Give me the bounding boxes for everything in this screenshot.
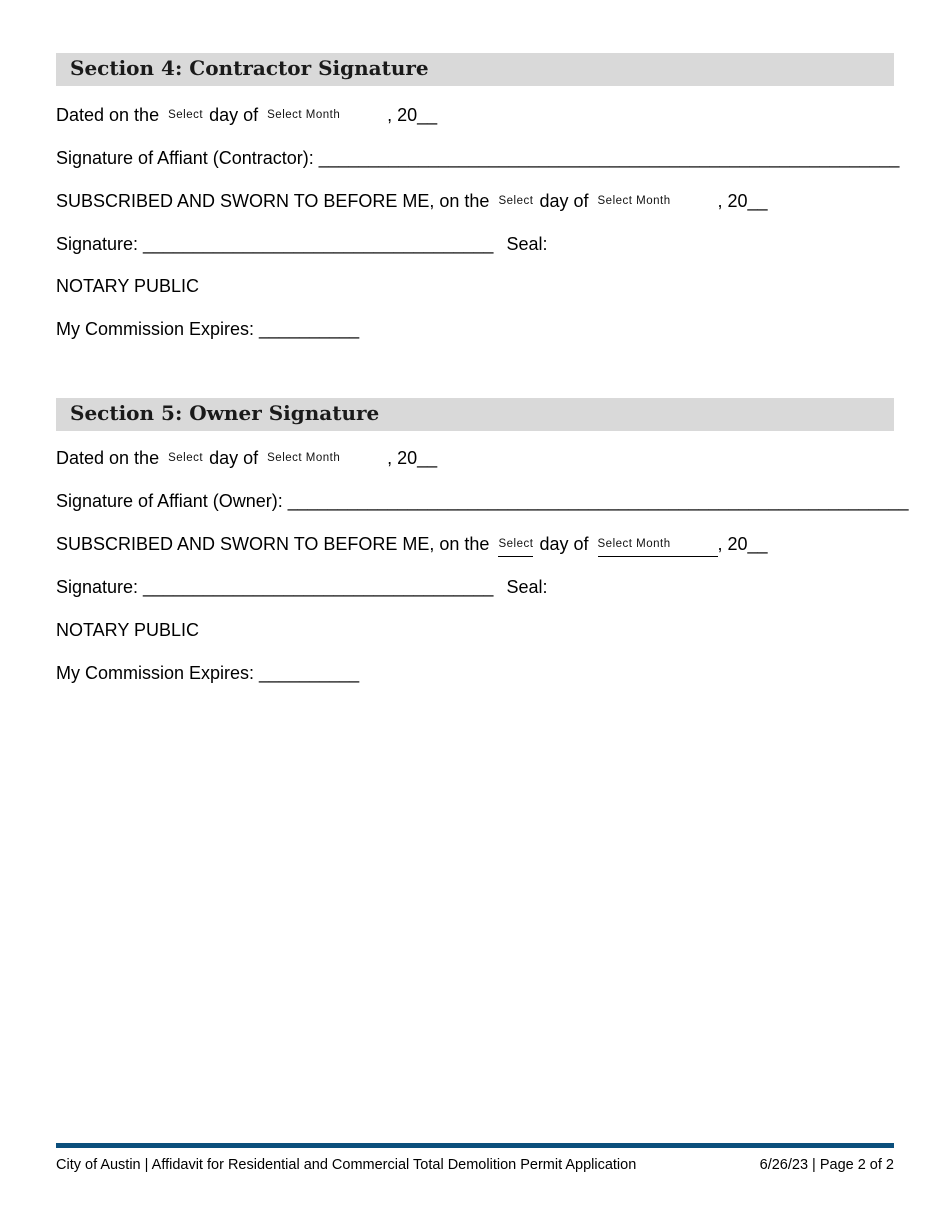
- sworn-month-select[interactable]: Select Month: [597, 195, 671, 207]
- sworn-day-select[interactable]: Select: [498, 195, 534, 207]
- month-select[interactable]: Select Month: [267, 452, 341, 464]
- sworn-prefix: SUBSCRIBED AND SWORN TO BEFORE ME, on the: [56, 191, 490, 211]
- section-5-commission-expires[interactable]: My Commission Expires: __________: [56, 663, 360, 683]
- footer-page-info: 6/26/23 | Page 2 of 2: [759, 1157, 894, 1173]
- section-5-sworn-line: [56, 533, 768, 557]
- day-of-label: day of: [209, 448, 259, 468]
- section-4-header: [56, 53, 894, 86]
- section-4-sworn-line: [56, 190, 768, 212]
- day-of-label: day of: [209, 105, 259, 125]
- day-select[interactable]: Select: [168, 109, 204, 121]
- notary-signature-field[interactable]: Signature: ___________________________________: [56, 577, 494, 597]
- section-4-commission-expires[interactable]: My Commission Expires: __________: [56, 319, 360, 339]
- year-suffix: , 20__: [387, 105, 438, 125]
- section-4-title: Section 4: Contractor Signature: [70, 56, 429, 80]
- seal-label: Seal:: [506, 234, 548, 254]
- year-suffix: , 20__: [387, 448, 438, 468]
- footer-document-title: City of Austin | Affidavit for Residential and Commercial Total Demolition Permit Application: [56, 1157, 637, 1173]
- dated-prefix: Dated on the: [56, 448, 160, 468]
- month-select[interactable]: Select Month: [267, 109, 341, 121]
- section-5-header: [56, 398, 894, 431]
- sworn-month-select[interactable]: Select Month: [598, 533, 718, 557]
- dated-prefix: Dated on the: [56, 105, 160, 125]
- section-4-signature-line: [56, 233, 547, 255]
- sworn-day-select[interactable]: Select: [498, 533, 533, 557]
- seal-label: Seal:: [506, 577, 548, 597]
- section-4-notary-public: NOTARY PUBLIC: [56, 276, 200, 296]
- section-4-dated-line: [56, 104, 437, 126]
- sworn-prefix: SUBSCRIBED AND SWORN TO BEFORE ME, on the: [56, 534, 490, 554]
- notary-signature-field[interactable]: Signature: ___________________________________: [56, 234, 494, 254]
- section-5-signature-line: [56, 576, 547, 598]
- section-5-notary-public: NOTARY PUBLIC: [56, 620, 200, 640]
- footer-divider: [56, 1143, 894, 1148]
- section-5-affiant-line[interactable]: Signature of Affiant (Owner): ______________________________________________________________: [56, 491, 909, 511]
- section-5-title: Section 5: Owner Signature: [70, 401, 380, 425]
- sworn-year-suffix: , 20__: [717, 534, 768, 554]
- section-4-affiant-line[interactable]: Signature of Affiant (Contractor): __________________________________________________________: [56, 148, 900, 168]
- day-select[interactable]: Select: [168, 452, 204, 464]
- sworn-day-of-label: day of: [539, 191, 589, 211]
- sworn-day-of-label: day of: [539, 534, 589, 554]
- section-5-dated-line: [56, 447, 437, 469]
- sworn-year-suffix: , 20__: [717, 191, 768, 211]
